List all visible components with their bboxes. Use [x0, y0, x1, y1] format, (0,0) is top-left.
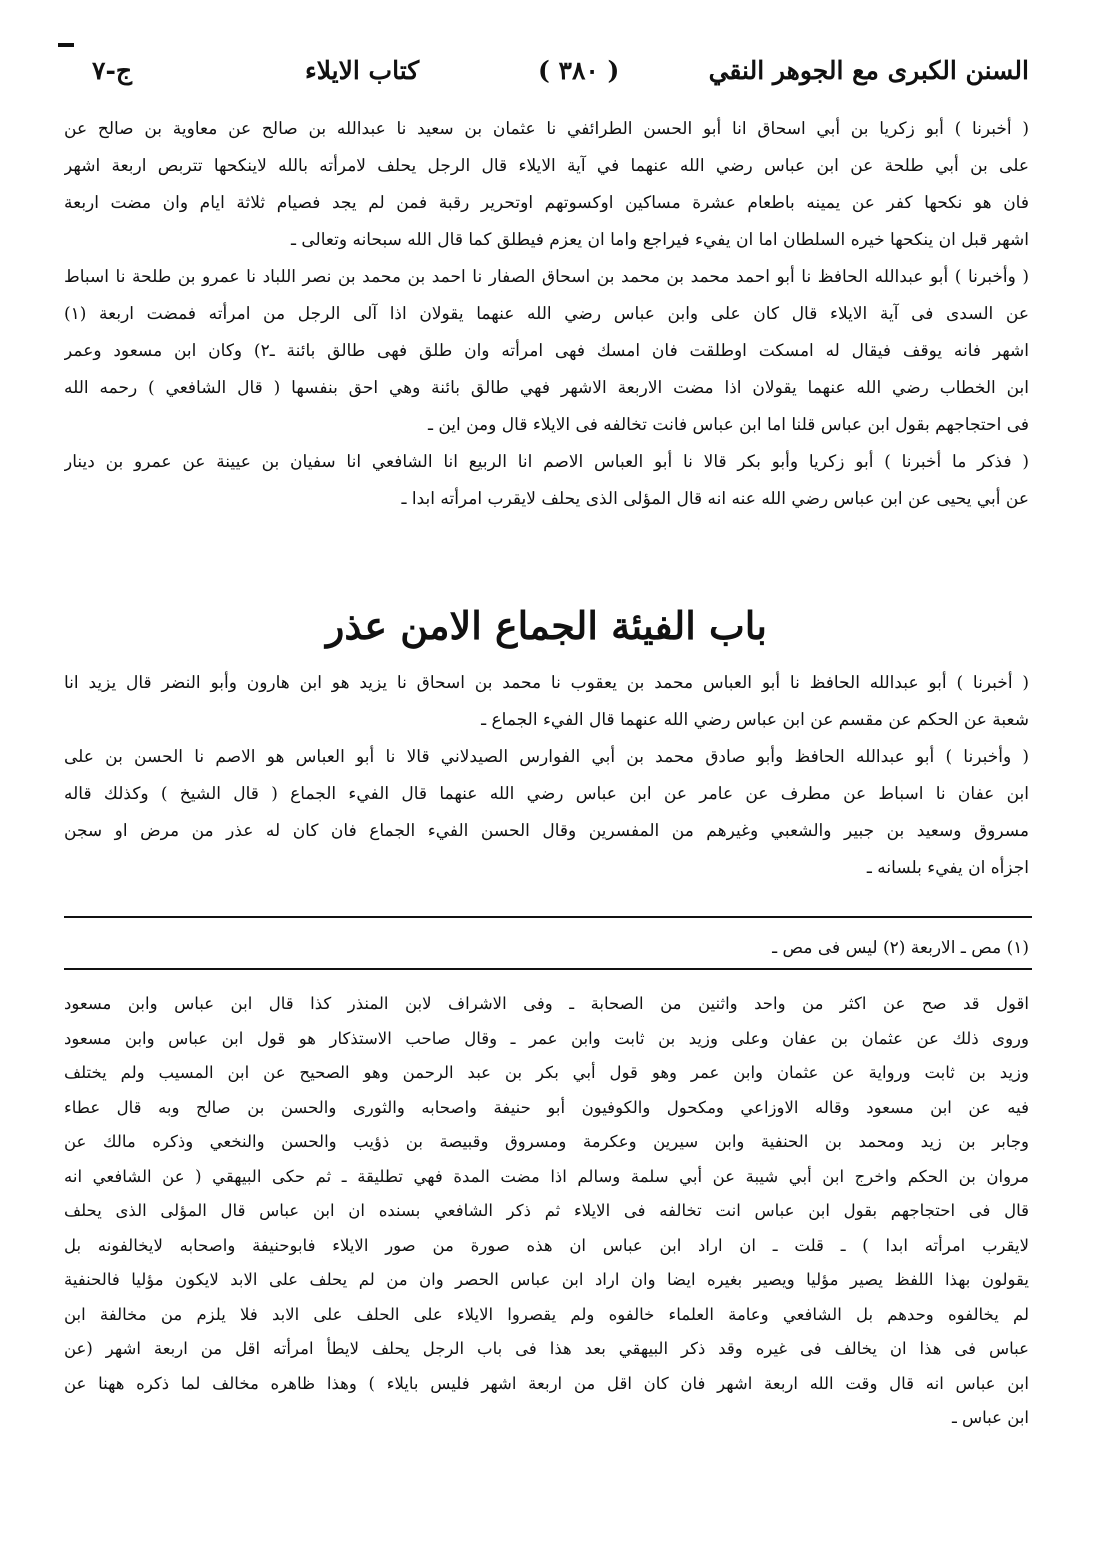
- text-line: اشهر فانه يوقف فيقال له امسكت اوطلقت فان امسك فهى امرأته وان طلق فهى طالق بائنة ـ٢) وكان ابن مسعود وعمر: [64, 341, 1029, 361]
- text-line: ابن عباس ـ: [951, 1408, 1029, 1427]
- footnote: (١) مص ـ الاربعة (٢) ليس فى مص ـ: [772, 938, 1029, 958]
- text-line: عباس فى هذا ان يخالف فى غيره وقد ذكر البيهقي بعد هذا فى باب الرجل يحلف لايطأ امرأته اقل من اربعة اشهر (عن: [64, 1339, 1029, 1358]
- text-line: وجابر بن زيد ومحمد بن الحنفية وابن سيرين وعكرمة ومسروق وقبيصة بن ذؤيب والحسن والنخعي وذكره مالك عن: [64, 1132, 1029, 1151]
- text-line: لايقرب امرأته ابدا ) ـ قلت ـ ان اراد ابن عباس ان هذه صورة من صور الايلاء فابوحنيفة واصحابه لايخالفونه بل: [64, 1235, 1029, 1255]
- text-section-1: [64, 111, 1029, 518]
- text-line: فان هو نكحها كفر عن يمينه باطعام عشرة مساكين اوكسوتهم اوتحرير رقبة فمن لم يجد فصيام ثلاثة ايام وان مضت اربعة: [64, 193, 1029, 213]
- chapter-title: باب الفيئة الجماع الامن عذر: [326, 603, 767, 648]
- text-line: اجزأه ان يفيء بلسانه ـ: [866, 858, 1029, 878]
- text-line: على بن أبي طلحة عن ابن عباس رضي الله عنهما في آية الايلاء قال الرجل يحلف لامرأته بالله لاينكحها تتربص اربعة اشهر: [64, 156, 1029, 176]
- page-number: ( ٣٨٠ ): [538, 56, 620, 85]
- divider-rule: [64, 968, 1032, 970]
- text-line: ابن عفان نا اسباط عن مطرف عن عامر عن ابن عباس رضي الله عنهما قال الفيء الجماع ( قال الشيخ ) وكذلك قاله: [64, 784, 1029, 804]
- text-line: يقولون بهذا اللفظ يصير مؤليا ويصير بغيره ايضا وان اراد ابن عباس الحصر وان من لم يحلف على الابد لايكون مؤليا فالحنفية: [64, 1270, 1029, 1289]
- text-line: ( أخبرنا ) أبو زكريا بن أبي اسحاق انا أبو الحسن الطرائفي نا عثمان بن سعيد نا عبدالله بن صالح عن معاوية بن صالح عن: [64, 119, 1029, 139]
- running-header: [92, 56, 1029, 96]
- text-line: قال فى احتجاجهم بقول ابن عباس انت تخالفه فى الايلاء ثم ذكر الشافعي بسنده ان ابن عباس قال المؤلى الذى يحلف: [64, 1201, 1029, 1220]
- corner-mark: [58, 43, 74, 47]
- text-line: شعبة عن الحكم عن مقسم عن ابن عباس رضي الله عنهما قال الفيء الجماع ـ: [481, 710, 1029, 730]
- divider-rule: [64, 916, 1032, 918]
- text-line: اقول قد صح عن اكثر من واحد واثنين من الصحابة ـ وفى الاشراف لابن المنذر كذا قال ابن عباس وابن مسعود: [64, 994, 1029, 1013]
- book-name: كتاب الايلاء: [305, 56, 420, 85]
- text-line: ( أخبرنا ) أبو عبدالله الحافظ نا أبو العباس محمد بن يعقوب نا محمد بن اسحاق نا يزيد هو ابن هارون وأبو النضر قال يزيد انا: [64, 673, 1029, 693]
- text-line: وزيد بن ثابت ورواية عن عثمان وابن عمر وهو قول أبي بكر بن عبد الرحمن وهو الصحيح عن ابن المسيب ولم يختلف: [64, 1063, 1029, 1082]
- commentary-section: [64, 987, 1029, 1436]
- header-title: السنن الكبرى مع الجوهر النقي: [708, 56, 1029, 85]
- text-line: عن أبي يحيى عن ابن عباس رضي الله عنه انه قال المؤلى الذى يحلف لايقرب امرأته ابدا ـ: [401, 489, 1029, 509]
- text-line: مسروق وسعيد بن جبير والشعبي وغيرهم من المفسرين وقال الحسن الفيء الجماع فان كان له عذر من مرض او سجن: [64, 821, 1029, 841]
- text-line: لم يخالفوه وحدهم بل الشافعي وعامة العلماء خالفوه ولم يقصروا الايلاء على الحلف على الابد فلا يلزم من مخالفة ابن: [64, 1304, 1029, 1324]
- text-line: فيه عن ابن مسعود وقاله الاوزاعي ومكحول والكوفيون أبو حنيفة واصحابه والثورى والحسن بن صالح وبه قال عطاء: [64, 1097, 1029, 1117]
- text-line: ابن الخطاب رضي الله عنهما يقولان اذا مضت الاربعة الاشهر فهي طالق بائنة وهي احق بنفسها ( قال الشافعي ) رحمه الله: [64, 378, 1029, 398]
- text-section-2: [64, 665, 1029, 887]
- text-line: عن السدى فى آية الايلاء قال كان على وابن عباس رضي الله عنهما يقولان اذا آلى الرجل من امرأته فمضت اربعة (١): [64, 304, 1029, 324]
- volume-number: ج-٧: [92, 56, 132, 85]
- text-line: اشهر قبل ان ينكحها خيره السلطان اما ان يفيء فيراجع واما ان يعزم فيطلق كما قال الله سبحانه وتعالى ـ: [291, 230, 1029, 250]
- text-line: ابن عباس انه قال وقت الله اربعة اشهر فان كان اقل من اربعة اشهر فليس بايلاء ) وهذا ظاهره مخالف لما ذكره ههنا عن: [64, 1373, 1029, 1393]
- text-line: وروى ذلك عن عثمان بن عفان وعلى وزيد بن ثابت وابن عمر ـ وقال صاحب الاستذكار هو قول ابن عباس وابن مسعود: [64, 1028, 1029, 1048]
- text-line: ( فذكر ما أخبرنا ) أبو زكريا وأبو بكر قالا نا أبو العباس الاصم انا الربيع انا الشافعي انا سفيان بن عيينة عن عمرو بن دينار: [64, 452, 1029, 472]
- text-line: ( وأخبرنا ) أبو عبدالله الحافظ وأبو صادق محمد بن أبي الفوارس الصيدلاني قالا نا أبو العباس هو الاصم نا الحسن بن على: [64, 747, 1029, 767]
- text-line: فى احتجاجهم بقول ابن عباس قلنا اما ابن عباس فانت تخالفه فى الايلاء قال ومن اين ـ: [427, 415, 1029, 435]
- text-line: مروان بن الحكم واخرج ابن أبي شيبة عن أبي سلمة وسالم اذا مضت المدة فهي تطليقة ـ ثم حكى البيهقي ( عن الشافعي انه: [64, 1166, 1029, 1186]
- text-line: ( وأخبرنا ) أبو عبدالله الحافظ نا أبو احمد محمد بن محمد بن اسحاق الصفار نا احمد بن محمد بن نصر اللباد نا عمرو بن طلحة نا اسباط: [64, 267, 1029, 287]
